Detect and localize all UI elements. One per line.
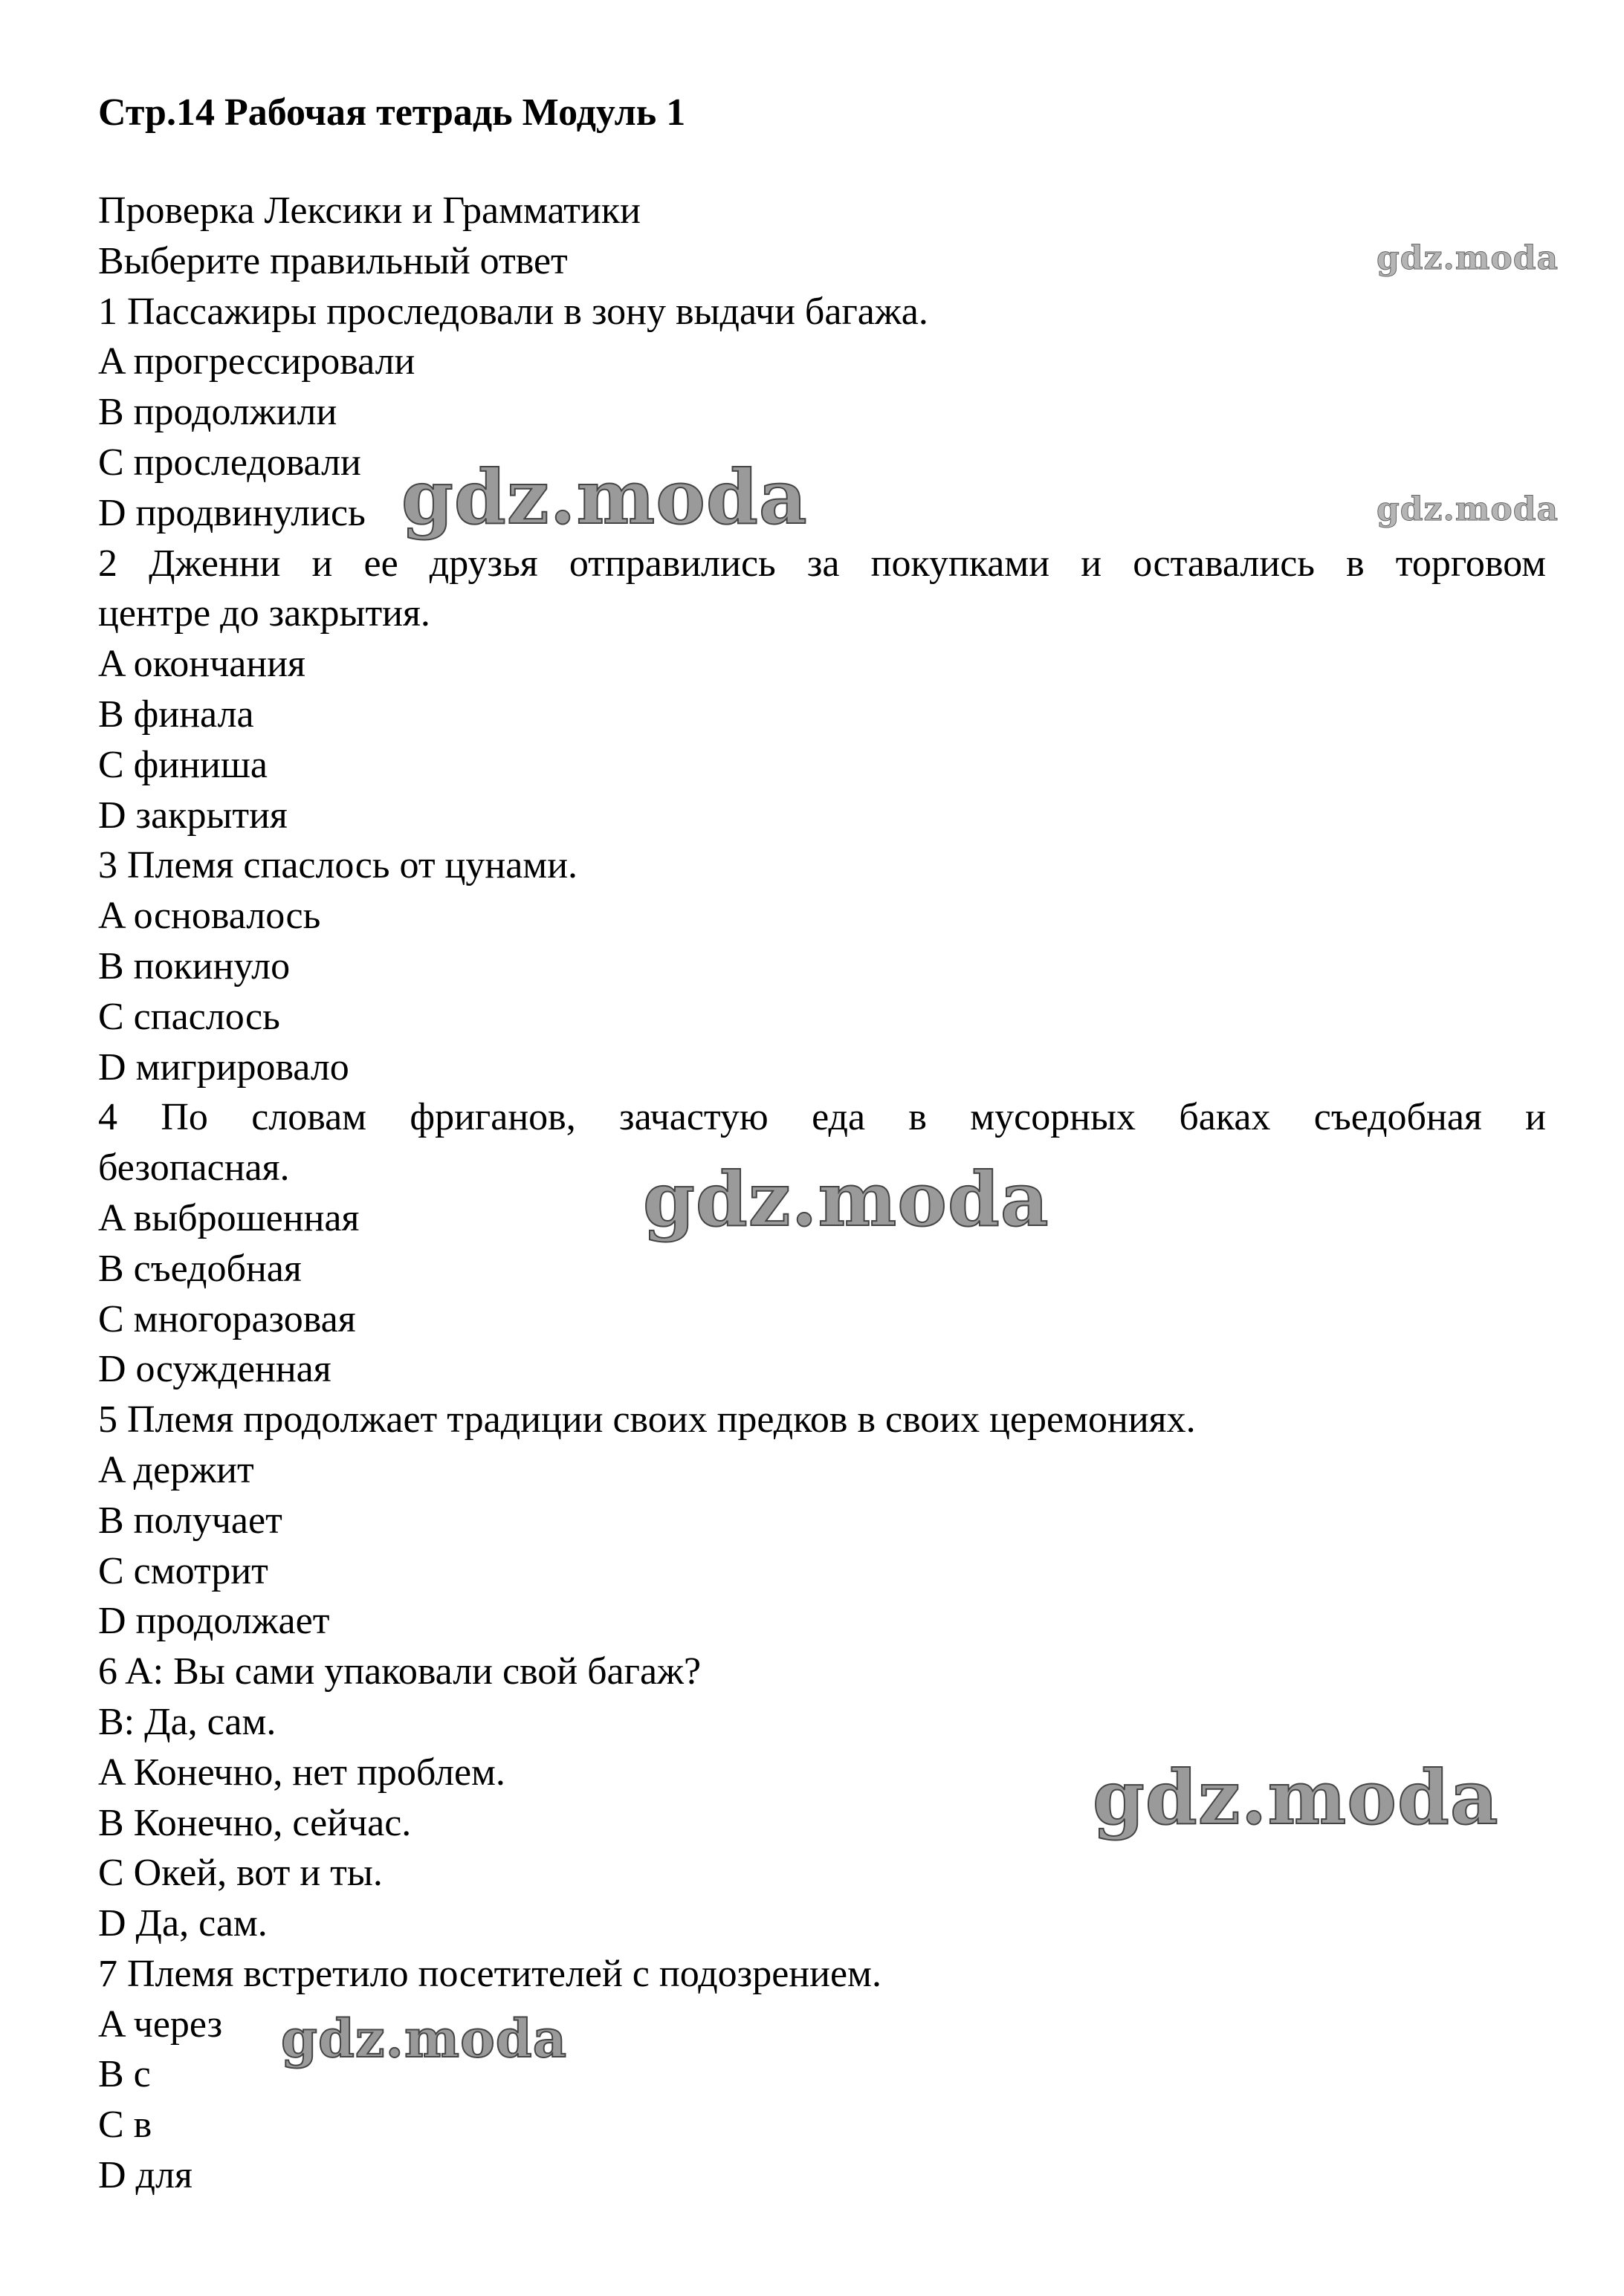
text-line: B получает: [98, 1499, 282, 1542]
text-line: A держит: [98, 1448, 254, 1491]
watermark: gdz.moda: [401, 453, 808, 541]
watermark: gdz.moda: [1376, 239, 1559, 277]
text-line: B с: [98, 2053, 151, 2096]
text-line: C проследовали: [98, 441, 361, 484]
text-line: A основалось: [98, 895, 321, 938]
text-line: D для: [98, 2154, 193, 2197]
text-line: A Конечно, нет проблем.: [98, 1751, 505, 1794]
text-line: D закрытия: [98, 794, 288, 837]
text-line: B покинуло: [98, 944, 291, 988]
text-line: D продолжает: [98, 1600, 330, 1643]
text-line: D продвинулись: [98, 491, 366, 534]
watermark: gdz.moda: [1093, 1754, 1499, 1841]
text-line: 2 Дженни и ее друзья отправились за покупками и оставались в торговом: [98, 542, 1546, 585]
text-line: C многоразовая: [98, 1297, 356, 1340]
watermark: gdz.moda: [643, 1155, 1049, 1243]
text-line: A выброшенная: [98, 1196, 360, 1239]
text-line: центре до закрытия.: [98, 592, 430, 635]
text-line: 1 Пассажиры проследовали в зону выдачи багажа.: [98, 290, 928, 333]
text-line: C Окей, вот и ты.: [98, 1852, 383, 1895]
watermark: gdz.moda: [1376, 490, 1559, 528]
text-line: C финиша: [98, 743, 268, 786]
text-line: A прогрессировали: [98, 340, 415, 383]
text-line: A окончания: [98, 643, 305, 686]
text-line: D Да, сам.: [98, 1902, 268, 1945]
text-line: 6 A: Вы сами упаковали свой багаж?: [98, 1650, 702, 1693]
text-line: B продолжили: [98, 391, 337, 434]
document-page: [98, 88, 1546, 2201]
text-line: 4 По словам фриганов, зачастую еда в мусорных баках съедобная и: [98, 1096, 1546, 1139]
text-line: B съедобная: [98, 1247, 302, 1290]
text-line: A через: [98, 2002, 223, 2046]
text-line: C спаслось: [98, 995, 280, 1038]
text-line: B Конечно, сейчас.: [98, 1801, 412, 1844]
watermark: gdz.moda: [281, 2008, 568, 2069]
text-line: B финала: [98, 693, 254, 736]
text-line: 5 Племя продолжает традиции своих предков в своих церемониях.: [98, 1398, 1196, 1442]
text-line: D мигрировало: [98, 1045, 349, 1089]
text-line: C в: [98, 2104, 152, 2147]
text-line: 7 Племя встретило посетителей с подозрением.: [98, 1952, 881, 1995]
page-title: Стр.14 Рабочая тетрадь Модуль 1: [98, 91, 686, 134]
text-line: Выберите правильный ответ: [98, 239, 568, 282]
text-line: D осужденная: [98, 1348, 331, 1391]
text-line: C смотрит: [98, 1549, 268, 1592]
text-line: 3 Племя спаслось от цунами.: [98, 844, 578, 887]
text-line: безопасная.: [98, 1147, 290, 1190]
text-line: B: Да, сам.: [98, 1700, 276, 1743]
text-line: Проверка Лексики и Грамматики: [98, 189, 641, 232]
